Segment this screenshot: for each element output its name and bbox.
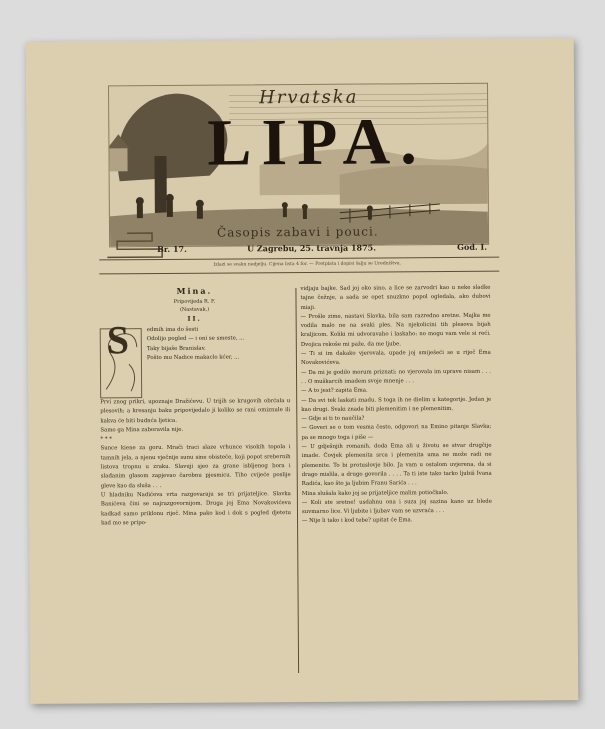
story-column-right <box>300 284 492 527</box>
paragraph: Pošto mu Nadice makaclo kćer, ... <box>146 354 240 361</box>
paragraph: Mina slušala kako joj se prijateljice malim potiočkalo. <box>301 489 449 497</box>
subscription-notice: Izlazi se svaku nedjelju. Cijena lista 4 for. — Pretplata i dopisi šalju se Uredništvu. <box>213 261 402 268</box>
issue-year: God. I. <box>457 241 488 252</box>
masthead-subtitle: Časopis zabavi i pouci. <box>216 224 379 240</box>
masthead-title: LIPA. <box>207 105 427 180</box>
issue-number: Br. 17. <box>157 243 187 255</box>
newspaper-page <box>26 38 579 704</box>
paragraph: — Goveri se o tom vesma često, odgovori na Emino pitanje Slavka; pa se mnogo toga i piše — <box>301 424 492 441</box>
section-break: * * * <box>100 436 113 443</box>
paragraph: Odolijo pogled — i oni se smeste, ... <box>146 335 245 343</box>
paragraph: vidjaju bajke. Sad joj oko sino, a lice se zarvodri kao u neke sladke tajne čežnje, a sada se opet snuzkno popol ogledala, ako dubovi miaji. <box>300 284 491 311</box>
ornamental-initial <box>100 317 142 398</box>
initial-letter: S <box>106 317 130 363</box>
paragraph: Sunce kiene za goru. Mrači traci slaze vrhunce visokih topola i tamnih jela, a njenu vječnije sunu sine obisteće, koji popot srebernih listova tropnu u zraku. Slavuji sjeo za grane isbljenog bora i slađanim glasom zapjevao čarobnu pjesmicu. Tiho cvijeće poslije gleve kao da sluša . . . <box>100 444 291 490</box>
paragraph: Prvi znog prikri, upoznaje Dražićevu. U trijih se krugovih obrćala u plesovih; a kresanju baku pripovijedalo ji koliko se rani omiznule ili kakva će biti budnća ljetica. <box>100 398 291 425</box>
paragraph: Samo ga Mina zaboravila nije. <box>100 426 184 434</box>
paragraph: — U gdješnjih romanih, doda Ema ali u životu se stvar drugčije imade. Čovjek plemenita srca i plemenita uma ne može radi ne plemenite. To bi protuslovje bilo. Ja vam u ostalom uvjerena, da si drago mislila, a drugo govorila . . . . Ta ti iste tako tarko ljubiš Ivana Radića, kao što ja ljubim Franu Sarića . . . <box>301 442 492 488</box>
paragraph: — Da mi je godilo morum priznati; no vjerovala im uprave nisam . . . . . O muškarcih imadem svoje mnenje . . . <box>300 368 492 385</box>
masthead-title-small: Hrvatska <box>259 86 359 109</box>
paragraph: edmih ima do šesti <box>146 326 199 334</box>
story-column-left <box>99 285 291 528</box>
column-divider <box>295 288 299 673</box>
paragraph: U hladniku Nadićeva vrta razgovaraju se tri prijateljice. Slavka Banićeva čini se najrazgovornijom. Druga joj Ema Novakovićeva kadkad samo priklonu riječ. Mina pako kod i dok s pogled djetetu kad mo se pripo- <box>100 491 292 527</box>
paragraph: — Nije li tako i kod tebe? upitat će Ema. <box>302 517 413 525</box>
paragraph: — Koli ste sretne! usdahnu ona i suza joj sazina kano uz blede suvmarno lice. Vi ljubite i ljubav vam se uzvraća . . . <box>301 498 492 516</box>
paragraph: — Ti si im dakako vjerovala, upade joj smiješeći se u riječ Ema Novakovićeva. <box>300 349 491 367</box>
header-rule-bottom <box>99 271 499 275</box>
story-chapter: II. <box>187 314 202 323</box>
paragraph: — Da svi tek laskati znadu. S toga ih ne dielim u kategorije. Jedan je kao drugi. Svaki znade biti plemenitim i ne plemenitim. <box>301 396 492 413</box>
paragraph: Taky bijaše Branislav. <box>146 345 206 352</box>
paragraph: — Gdje si ti to naučila? <box>301 415 365 423</box>
issue-place-date: U Zagrebu, 25. travnja 1875. <box>247 242 377 254</box>
issue-line <box>157 242 497 258</box>
story-author: Pripovijeda R. F. <box>173 298 216 305</box>
paragraph: — Prošle zime, nastavi Slavka, bila sam razredno sretne. Majka me vodila malo ne na svaki ples. Na njekolicini tih plesova bijah kraljicom. Koliki mi udvoravaho i laskaho: no mogu vam vele si reći. Dvojica rekoše mi paže, da me ljube. <box>300 312 491 348</box>
paragraph: — A to jest? zapita Ema. <box>301 387 368 395</box>
story-title: Mina. <box>176 285 213 296</box>
story-continuation: (Nastavak.) <box>179 306 210 313</box>
